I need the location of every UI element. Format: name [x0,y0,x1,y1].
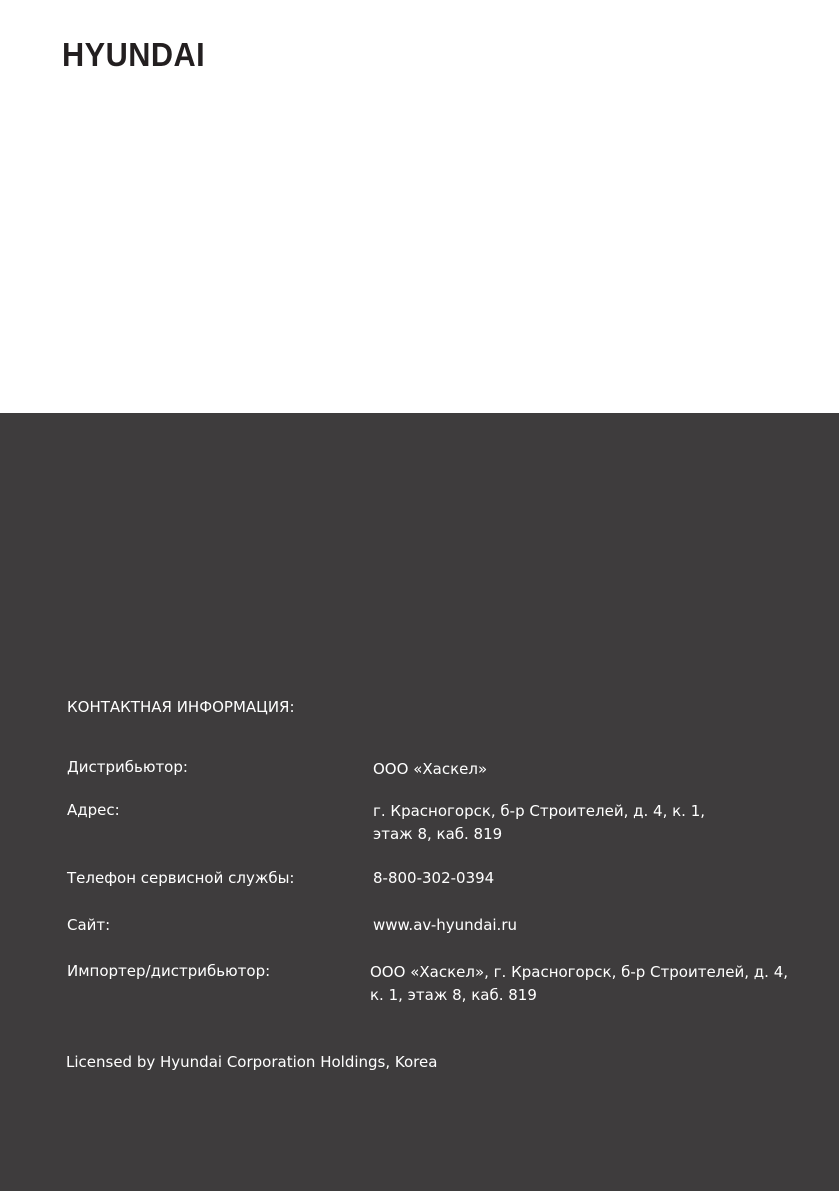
hyundai-logo: HYUNDAI [62,36,206,73]
contact-heading: КОНТАКТНАЯ ИНФОРМАЦИЯ: [67,698,295,716]
service-phone-label: Телефон сервисной службы: [67,869,295,887]
importer-value-line-1: ООО «Хаскел», г. Красногорск, б-р Строителей, д. 4, [370,963,789,981]
service-phone-value-line: 8-800-302-0394 [373,869,495,887]
website-value [373,914,517,937]
website-label: Сайт: [67,916,111,934]
website-value-line: www.av-hyundai.ru [373,916,517,934]
address-value-line-2: этаж 8, каб. 819 [373,825,503,843]
address-label: Адрес: [67,801,120,819]
importer-value-line-2: к. 1, этаж 8, каб. 819 [370,986,537,1004]
importer-label: Импортер/дистрибьютор: [67,962,271,980]
address-value [373,800,705,846]
importer-value [370,961,788,1007]
address-value-line-1: г. Красногорск, б-р Строителей, д. 4, к. 1, [373,802,706,820]
distributor-label: Дистрибьютор: [67,758,188,776]
license-text: Licensed by Hyundai Corporation Holdings, Korea [66,1053,438,1071]
distributor-value [373,758,487,781]
distributor-value-line: ООО «Хаскел» [373,760,488,778]
service-phone-value [373,867,494,890]
